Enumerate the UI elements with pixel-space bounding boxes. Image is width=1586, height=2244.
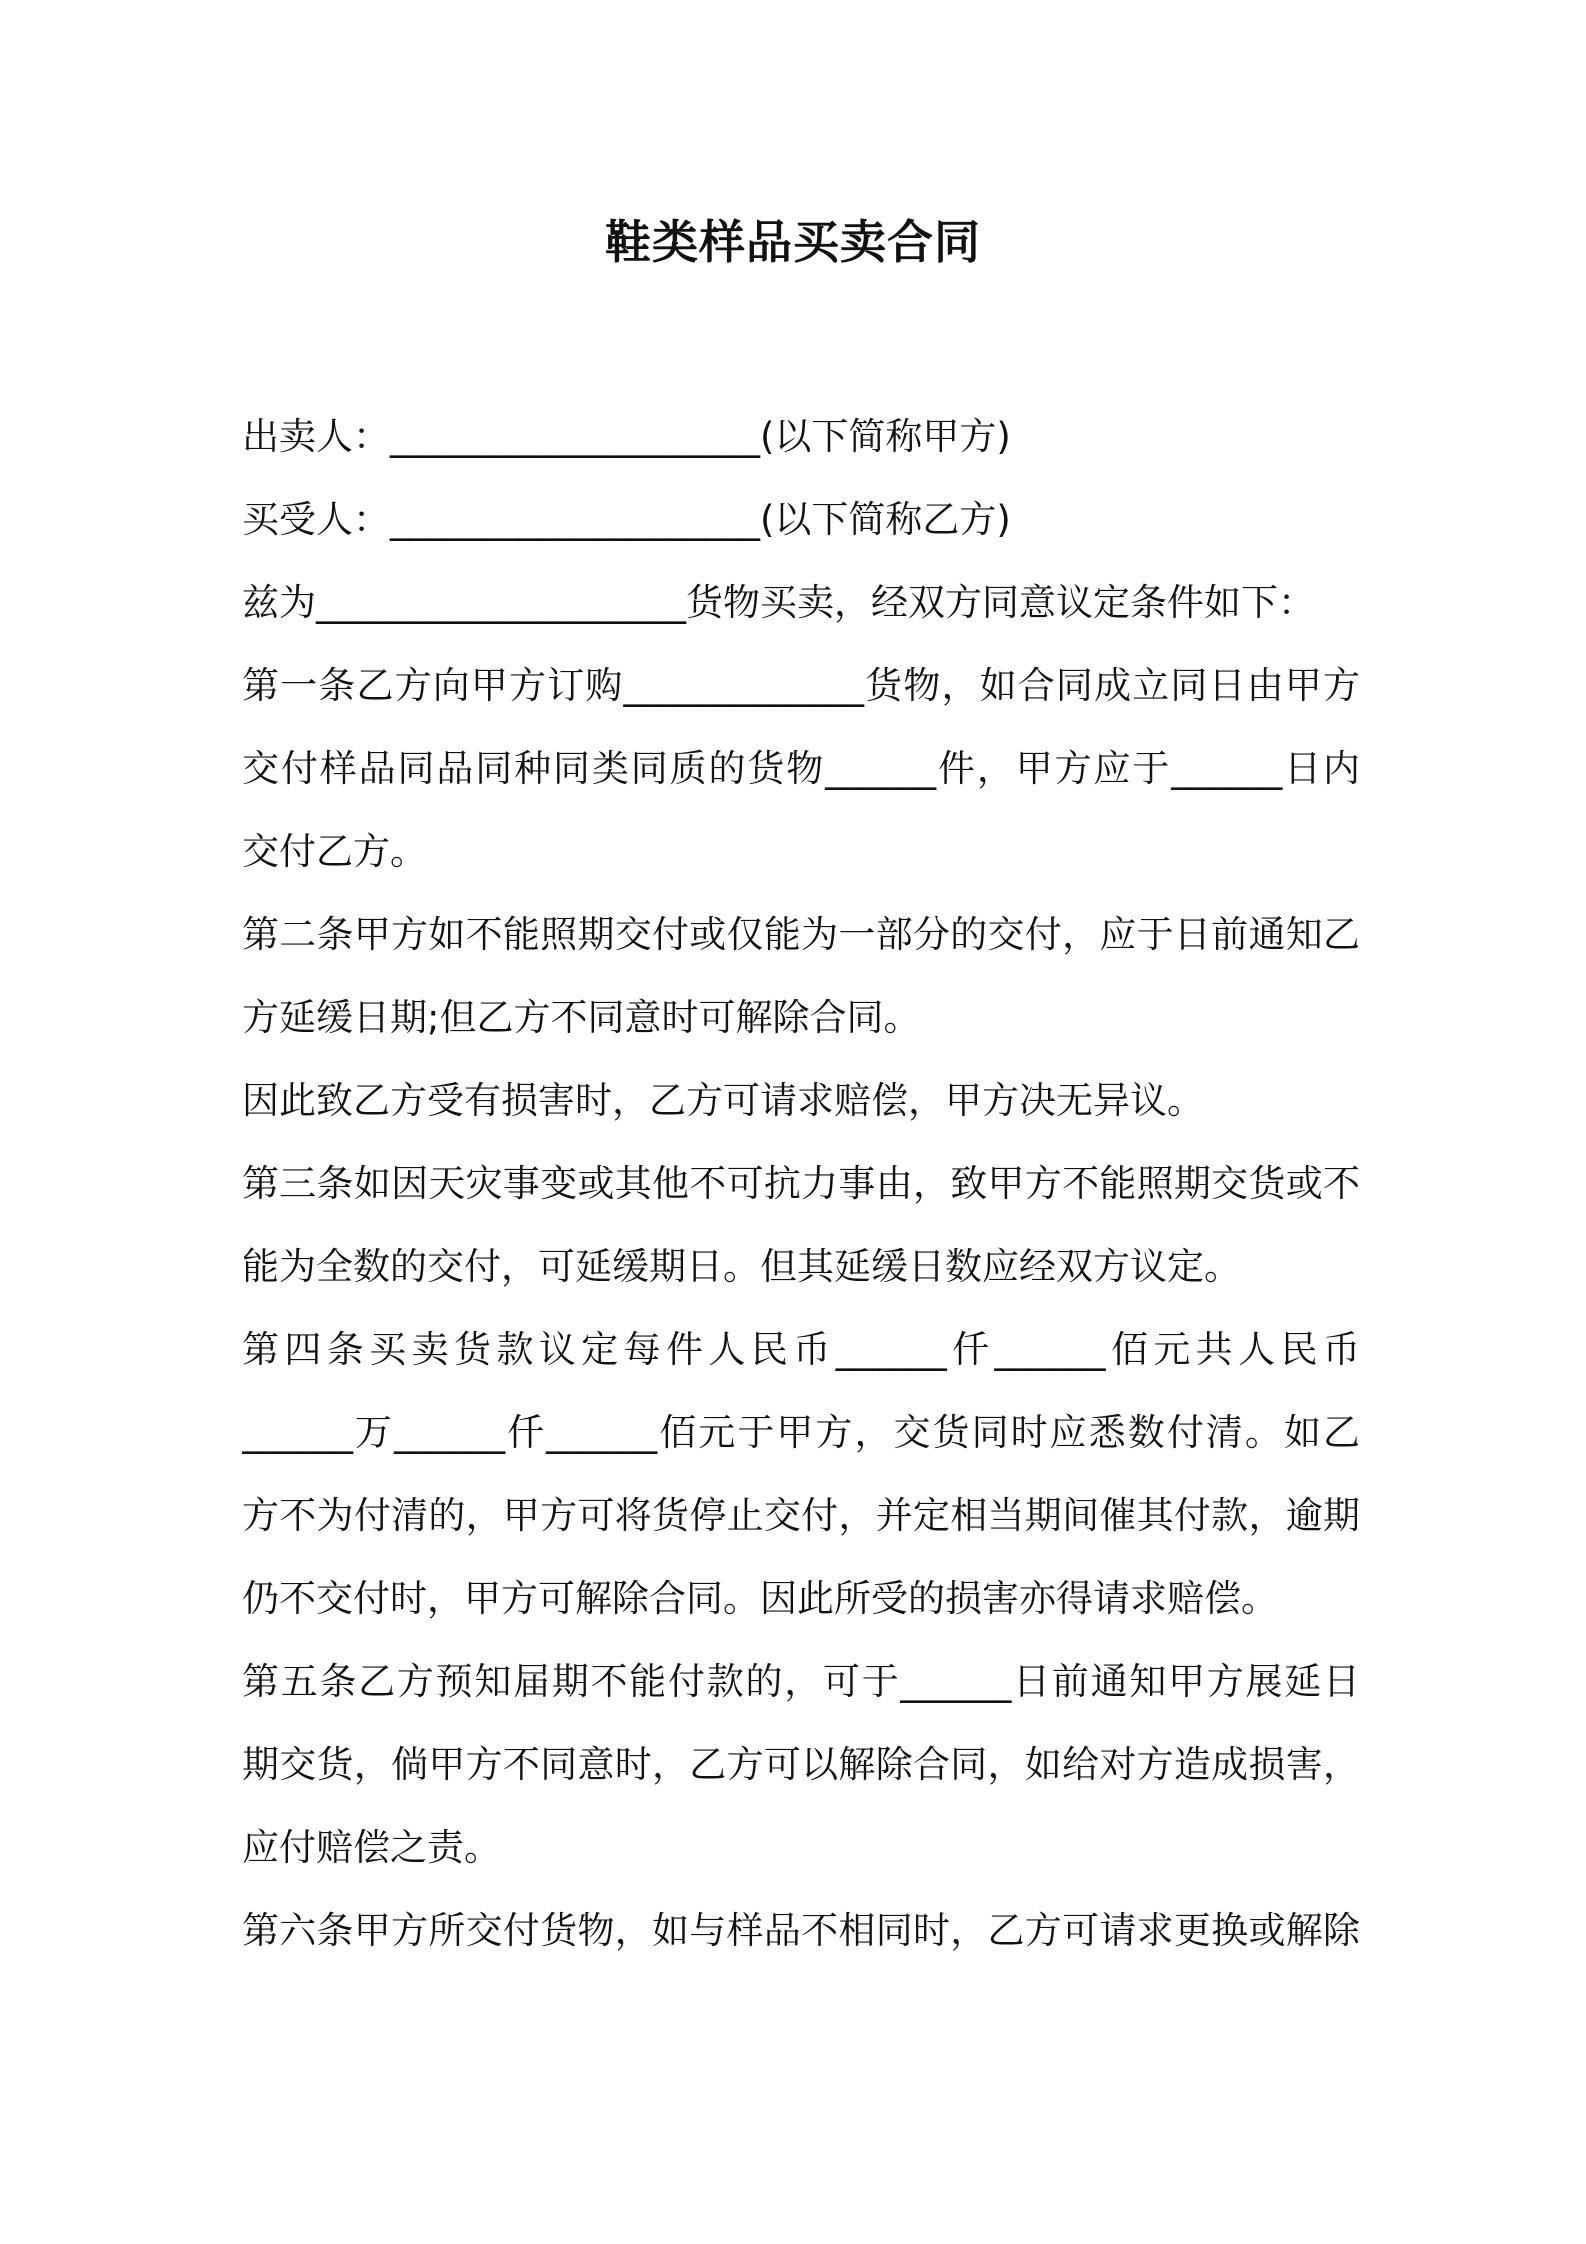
article-5-line-3: 应付赔偿之责。 [242,1826,501,1869]
article-1-line-2: 交付样品同品同种同类同质的货物______件，甲方应于______日内 [242,747,1360,790]
article-2-line-1: 第二条甲方如不能照期交付或仅能为一部分的交付，应于日前通知乙 [242,913,1360,956]
seller-line: 出卖人：____________________(以下简称甲方) [242,415,1011,458]
article-4-line-1: 第四条买卖货款议定每件人民币______仟______佰元共人民币 [242,1328,1360,1371]
article-5-line-2: 期交货，倘甲方不同意时，乙方可以解除合同，如给对方造成损害， [242,1743,1360,1786]
article-1-line-3: 交付乙方。 [242,830,427,873]
article-3-line-2: 能为全数的交付，可延缓期日。但其延缓日数应经双方议定。 [242,1245,1241,1288]
article-1-line-1: 第一条乙方向甲方订购_____________货物，如合同成立同日由甲方 [242,664,1360,707]
article-4-line-2: ______万______仟______佰元于甲方，交货同时应悉数付清。如乙 [242,1411,1360,1454]
article-3-line-1: 第三条如因天灾事变或其他不可抗力事由，致甲方不能照期交货或不 [242,1162,1360,1205]
article-2-line-2: 方延缓日期;但乙方不同意时可解除合同。 [242,996,921,1039]
article-5-line-1: 第五条乙方预知届期不能付款的，可于______日前通知甲方展延日 [242,1660,1360,1703]
contract-body [242,405,1360,1982]
article-6-line-1: 第六条甲方所交付货物，如与样品不相同时，乙方可请求更换或解除 [242,1909,1360,1952]
document-title: 鞋类样品买卖合同 [605,215,981,269]
article-4-line-3: 方不为付清的，甲方可将货停止交付，并定相当期间催其付款，逾期 [242,1494,1360,1537]
preamble-line: 兹为____________________货物买卖，经双方同意议定条件如下： [242,581,1315,624]
article-2-line-3: 因此致乙方受有损害时，乙方可请求赔偿，甲方决无异议。 [242,1079,1204,1122]
buyer-line: 买受人：____________________(以下简称乙方) [242,498,1011,541]
article-4-line-4: 仍不交付时，甲方可解除合同。因此所受的损害亦得请求赔偿。 [242,1577,1278,1620]
